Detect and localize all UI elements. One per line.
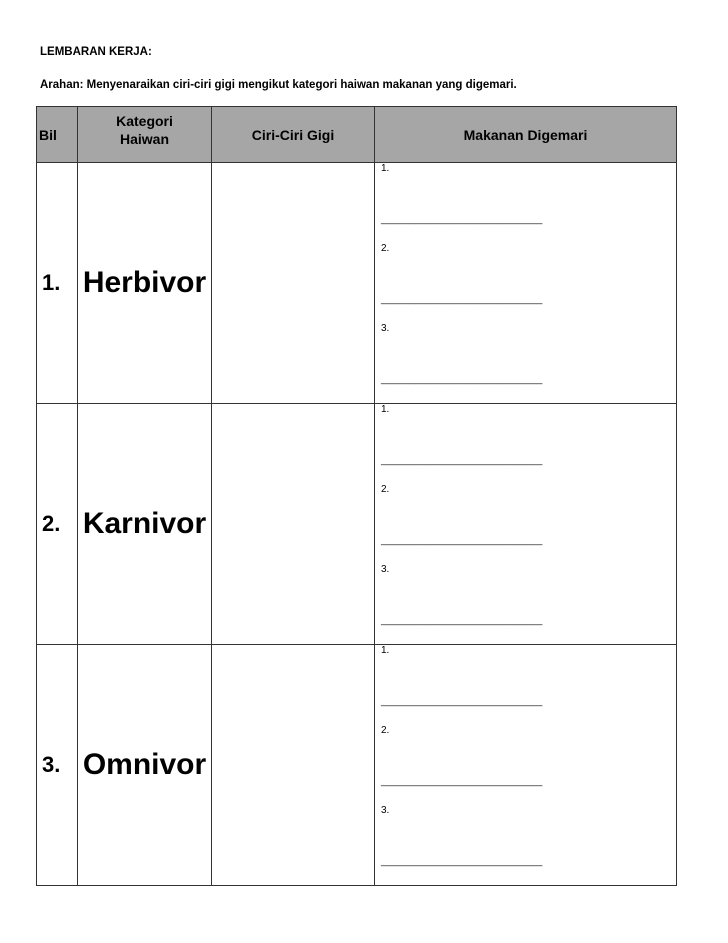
header-ciri-ciri-gigi: Ciri-Ciri Gigi [212,107,375,163]
food-slot-number: 3. [381,564,390,575]
food-slot [381,725,676,805]
food-slot [381,484,676,564]
food-slot-number: 1. [381,163,390,174]
table-header-row [37,107,677,163]
table-row [37,645,677,886]
row-number: 1. [37,163,78,404]
food-slot-number: 1. [381,645,390,656]
header-kategori-haiwan [78,107,212,163]
header-makanan-digemari: Makanan Digemari [375,107,677,163]
food-slot [381,243,676,323]
header-bil: Bil [37,107,78,163]
row-number: 3. [37,645,78,886]
food-slot [381,163,676,243]
worksheet-table [36,106,677,886]
food-answer-line[interactable]: _____________________________ [381,615,543,626]
food-answer-line[interactable]: _____________________________ [381,374,543,385]
food-answer-line[interactable]: _____________________________ [381,214,543,225]
food-answer-line[interactable]: _____________________________ [381,696,543,707]
teeth-traits-answer-cell[interactable] [212,404,375,645]
favourite-food-cell [375,645,677,886]
favourite-food-cell [375,163,677,404]
food-slot-number: 2. [381,243,390,254]
food-answer-line[interactable]: _____________________________ [381,856,543,867]
favourite-food-cell [375,404,677,645]
worksheet-title: LEMBARAN KERJA: [40,46,152,58]
food-slot-number: 2. [381,725,390,736]
teeth-traits-answer-cell[interactable] [212,163,375,404]
food-slot-number: 3. [381,323,390,334]
table-row [37,163,677,404]
table-row [37,404,677,645]
header-kategori-line1: Kategori [116,113,173,129]
food-slot [381,404,676,484]
food-slot-number: 1. [381,404,390,415]
food-slot [381,805,676,885]
food-slot [381,564,676,644]
food-slot-number: 2. [381,484,390,495]
category-label: Herbivor [78,163,212,404]
category-label: Omnivor [78,645,212,886]
food-answer-line[interactable]: _____________________________ [381,535,543,546]
row-number: 2. [37,404,78,645]
food-answer-line[interactable]: _____________________________ [381,294,543,305]
category-label: Karnivor [78,404,212,645]
teeth-traits-answer-cell[interactable] [212,645,375,886]
worksheet-instruction: Arahan: Menyenaraikan ciri-ciri gigi mengikut kategori haiwan makanan yang digemari. [40,79,517,91]
header-kategori-line2: Haiwan [119,131,169,147]
food-answer-line[interactable]: _____________________________ [381,776,543,787]
food-slot [381,645,676,725]
food-answer-line[interactable]: _____________________________ [381,455,543,466]
food-slot [381,323,676,403]
food-slot-number: 3. [381,805,390,816]
